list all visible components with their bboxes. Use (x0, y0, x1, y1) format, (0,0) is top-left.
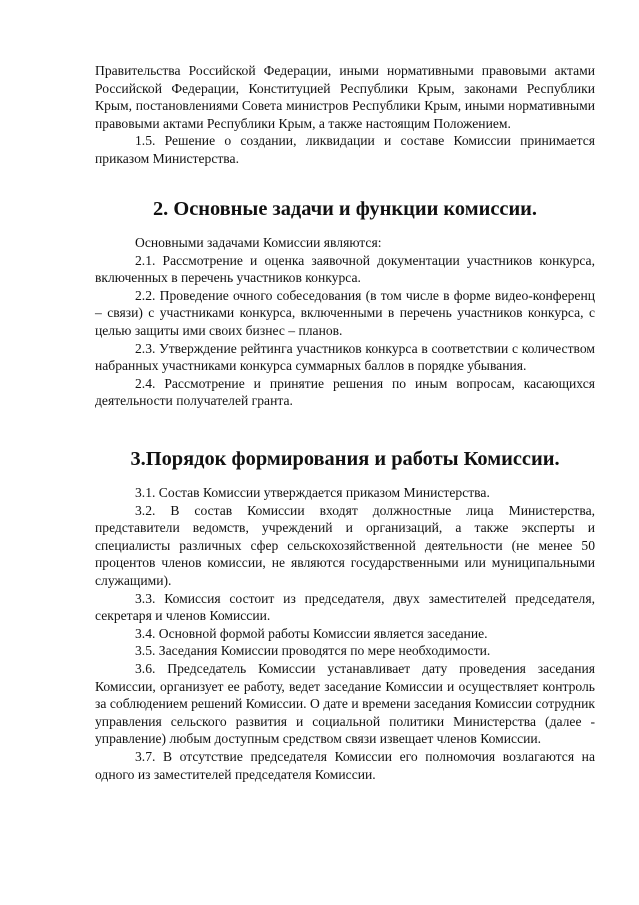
paragraph-2-2: 2.2. Проведение очного собеседования (в том числе в форме видео-конференц – связи) с участниками конкурса, включенными в перечень участников конкурса, с целью защиты ими своих бизнес – планов. (95, 287, 595, 338)
section-3-heading: 3.Порядок формирования и работы Комиссии. (130, 448, 560, 470)
paragraph-3-4: 3.4. Основной формой работы Комиссии является заседание. (135, 625, 488, 641)
paragraph-2-4: 2.4. Рассмотрение и принятие решения по иным вопросам, касающихся деятельности получателей гранта. (95, 375, 595, 409)
paragraph-3-5: 3.5. Заседания Комиссии проводятся по мере необходимости. (135, 643, 491, 659)
section-1-tail (95, 62, 595, 168)
paragraph-3-3: 3.3. Комиссия состоит из председателя, двух заместителей председателя, секретаря и членов Комиссии. (95, 590, 595, 624)
paragraph-2-1: 2.1. Рассмотрение и оценка заявочной документации участников конкурса, включенных в перечень участников конкурса. (95, 252, 595, 286)
paragraph-1-5: 1.5. Решение о создании, ликвидации и составе Комиссии принимается приказом Министерства. (95, 133, 595, 166)
paragraph-3-2: 3.2. В состав Комиссии входят должностные лица Министерства, представители ведомств, учреждений и организаций, а также эксперты и специалисты различных сфер сельскохозяйственной деятельности (не менее 50 процентов членов комиссии, не являются государственными или муниципальными служащими). (95, 502, 595, 588)
paragraph-3-6: 3.6. Председатель Комиссии устанавливает дату проведения заседания Комиссии, организует ее работу, ведет заседание Комиссии и осуществляет контроль за соблюдением решений Комиссии. О дате и времени заседания Комиссии сотрудник управления сельского развития и социальной политики Министерства (далее - управление) любым доступным средством связи извещает членов Комиссии. (95, 660, 595, 747)
paragraph-2-3: 2.3. Утверждение рейтинга участников конкурса в соответствии с количеством набранных участниками конкурса суммарных баллов в порядке убывания. (95, 340, 595, 374)
paragraph-3-7: 3.7. В отсутствие председателя Комиссии его полномочия возлагаются на одного из заместителей председателя Комиссии. (95, 748, 595, 782)
section-2-heading: 2. Основные задачи и функции комиссии. (152, 198, 538, 220)
section-3-body (95, 484, 595, 783)
paragraph-legal-basis-continuation: Правительства Российской Федерации, иными нормативными правовыми актами Российской Федерации, Конституцией Республики Крым, законами Республики Крым, постановлениями Совета министров Республики Крым, иными нормативными правовыми актами Республики Крым, а также настоящим Положением. (95, 63, 595, 131)
section-2-body (95, 234, 595, 410)
section-2-intro: Основными задачами Комиссии являются: (135, 235, 382, 250)
paragraph-3-1: 3.1. Состав Комиссии утверждается приказом Министерства. (135, 485, 490, 500)
